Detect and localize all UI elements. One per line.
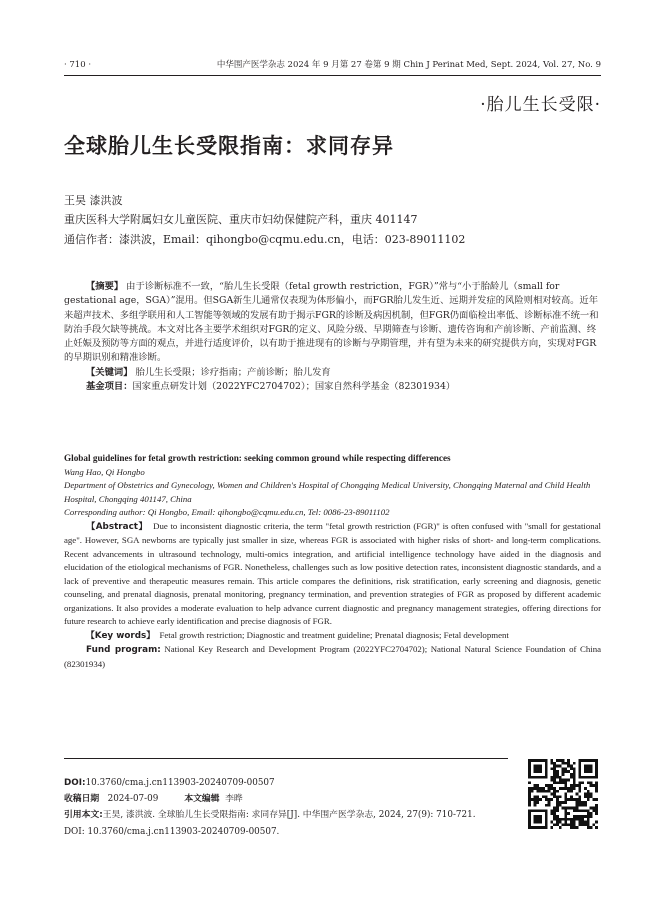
section-label: ·胎儿生长受限· bbox=[480, 95, 601, 115]
english-abstract bbox=[64, 452, 601, 671]
cite-label: 引用本文: bbox=[64, 810, 103, 821]
english-keywords-label: 【Key words】 bbox=[86, 630, 156, 641]
corresponding-author: 通信作者：漆洪波，Email：qihongbo@cqmu.edu.cn，电话：023-89011102 bbox=[64, 233, 466, 246]
english-title: Global guidelines for fetal growth restriction: seeking common ground while respecting differences bbox=[64, 453, 451, 463]
editor-name: 李晔 bbox=[225, 794, 243, 805]
english-fund bbox=[64, 643, 601, 671]
abstract-label: 【摘要】 bbox=[86, 281, 124, 292]
qr-code-graphic bbox=[528, 759, 598, 829]
doi-label: DOI: bbox=[64, 778, 86, 788]
journal-citation-line: 中华围产医学杂志 2024 年 9 月第 27 卷第 9 期 Chin J Perinat Med, Sept. 2024, Vol. 27, No. 9 bbox=[216, 60, 601, 70]
english-abstract-paragraph bbox=[64, 520, 601, 629]
english-fund-text: National Key Research and Development Program (2022YFC2704702); National Natural Science Foundation of China (82301934) bbox=[64, 644, 602, 669]
received-label: 收稿日期 bbox=[64, 794, 100, 805]
chinese-keywords bbox=[64, 366, 601, 380]
page-number: · 710 · bbox=[64, 60, 92, 70]
english-corresponding: Corresponding author: Qi Hongbo, Email: qihongbo@cqmu.edu.cn, Tel: 0086-23-89011102 bbox=[64, 507, 390, 517]
affiliation: 重庆医科大学附属妇女儿童医院、重庆市妇幼保健院产科，重庆 401147 bbox=[64, 213, 418, 226]
doi-line bbox=[64, 775, 524, 791]
keywords-label: 【关键词】 bbox=[86, 366, 133, 378]
article-title: 全球胎儿生长受限指南：求同存异 bbox=[64, 134, 394, 158]
chinese-abstract bbox=[64, 280, 601, 394]
header-rule bbox=[64, 75, 601, 76]
cite-text: 王昊, 漆洪波. 全球胎儿生长受限指南: 求同存异[J]. 中华围产医学杂志, 2024, 27(9): 710-721. bbox=[102, 810, 476, 821]
chinese-abstract-paragraph bbox=[64, 280, 601, 366]
cite-doi[interactable]: DOI: 10.3760/cma.j.cn113903-20240709-00507. bbox=[64, 826, 280, 837]
fund-label: 基金项目： bbox=[86, 381, 133, 393]
english-affiliation: Department of Obstetrics and Gynecology, Women and Children's Hospital of Chongqing Medical University, Chongqing Maternal and Child Health Hospital, Chongqing 401147, China bbox=[64, 480, 591, 504]
editor-label: 本文编辑 bbox=[184, 794, 220, 805]
english-abstract-text: Due to inconsistent diagnostic criteria, the term "fetal growth restriction (FGR)" is often confused with "small for gestational age". However, SGA newborns are typically just smaller in size, whereas FGR is associated with higher risks of short- and long-term complications. Recent advancements in ultrasound technology, multi-omics integration, and artificial intelligence technology have aided in the diagnosis and elucidation of the etiological mechanisms of FGR. Nonetheless, challenges such as low positive detection rates, inconsistent diagnostic standards, and a lack of preventive and therapeutic measures remain. This article compares the definitions, risk stratification, early screening and diagnosis, genetic counseling, and prenatal diagnosis, prenatal monitoring, pregnancy termination, and prevention strategies of FGR as proposed by different academic organizations. It also provides a moderate evaluation to help advance current diagnostic and pregnancy management strategies, offering directions for future research to achieve early identification and precise diagnosis of FGR. bbox=[64, 520, 601, 626]
english-fund-label: Fund program: bbox=[86, 645, 161, 655]
abstract-text: 由于诊断标准不一致，“胎儿生长受限（fetal growth restriction，FGR）”常与“小于胎龄儿（small for gestational age，SGA）”混用。但SGA新生儿通常仅表现为体形偏小，而FGR胎儿发生近、远期并发症的风险则相对较高。近年来超声技术、多组学联用和人工智能等领域的发展有助于揭示FGR的诊断及病因机制，但FGR仍面临检出率低、诊断标准不统一和防治手段欠缺等挑战。本文对比各主要学术组织对FGR的定义、风险分级、早期筛查与诊断、遗传咨询和产前诊断、产前监测、终止妊娠及预防等方面的观点，并进行适度评价，以有助于推进现有的诊断与孕期管理，并有望为未来的研究提供方向，实现对FGR的早期识别和精准诊断。 bbox=[64, 281, 599, 364]
keywords-text: 胎儿生长受限；诊疗指南；产前诊断；胎儿发育 bbox=[135, 366, 331, 378]
chinese-fund bbox=[64, 380, 601, 394]
english-keywords bbox=[64, 629, 601, 644]
fund-text: 国家重点研发计划（2022YFC2704702）；国家自然科学基金（82301934） bbox=[132, 381, 456, 393]
dates-line bbox=[64, 791, 524, 807]
qr-code-icon[interactable] bbox=[528, 759, 598, 829]
doi-link[interactable]: 10.3760/cma.j.cn113903-20240709-00507 bbox=[85, 778, 275, 788]
english-keywords-text: Fetal growth restriction; Diagnostic and treatment guideline; Prenatal diagnosis; Fetal development bbox=[159, 629, 509, 640]
running-header bbox=[64, 59, 601, 71]
english-abstract-label: 【Abstract】 bbox=[86, 521, 148, 532]
received-date: 2024-07-09 bbox=[107, 794, 159, 805]
cite-line bbox=[64, 807, 524, 823]
footer-rule bbox=[64, 758, 508, 759]
article-footer bbox=[64, 775, 524, 840]
english-authors: Wang Hao, Qi Hongbo bbox=[64, 466, 145, 477]
author-list: 王昊 漆洪波 bbox=[64, 194, 123, 207]
